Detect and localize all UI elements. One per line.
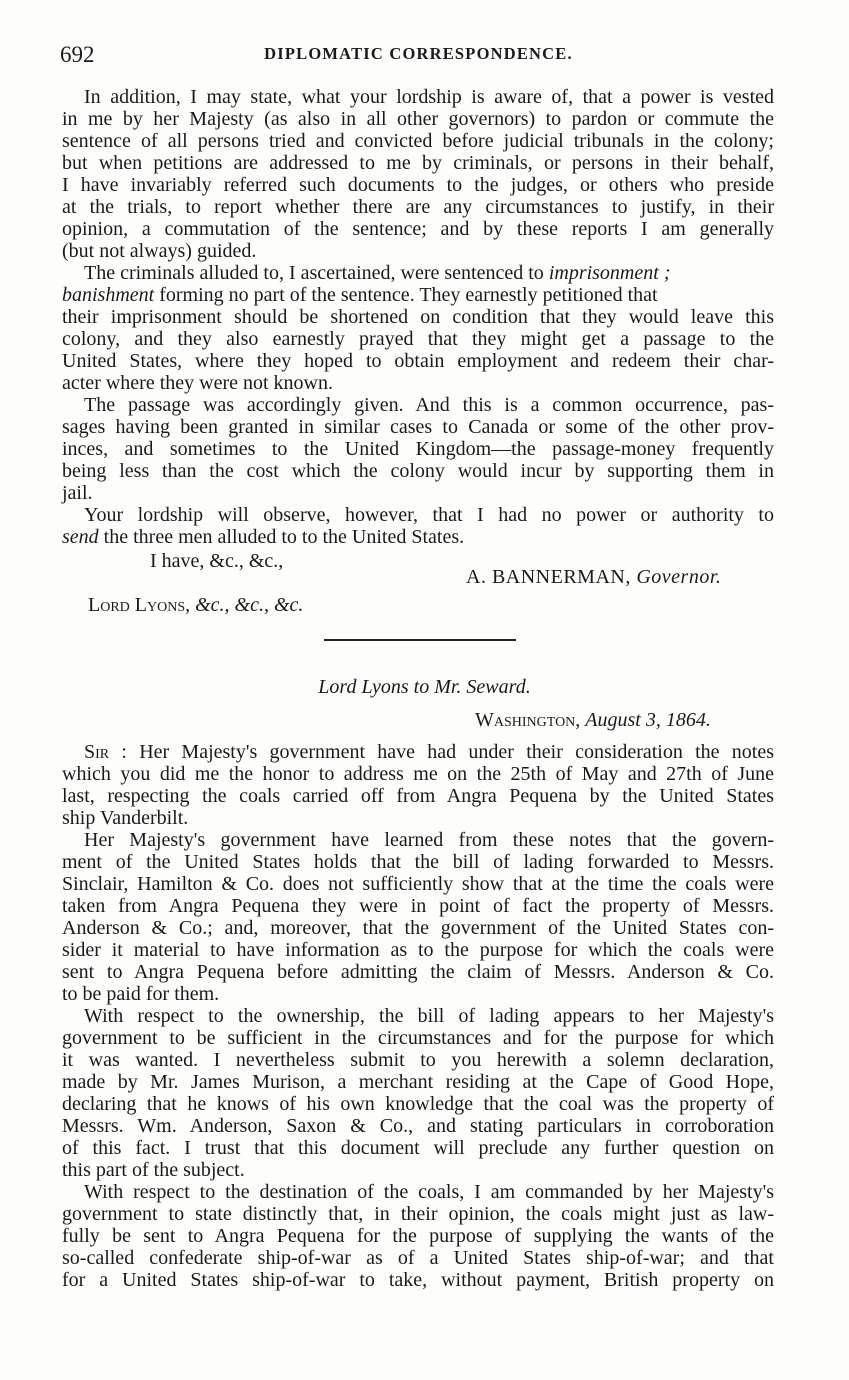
text-line: fully be sent to Angra Pequena for the purpose of supplying the wants of the — [62, 1225, 774, 1247]
text-line: last, respecting the coals carried off from Angra Pequena by the United States — [62, 785, 774, 807]
text-line: government to be sufficient in the circumstances and for the purpose for which — [62, 1027, 774, 1049]
text-line: acter where they were not known. — [62, 372, 333, 394]
text-line — [62, 526, 464, 548]
text-line: ship Vanderbilt. — [62, 807, 189, 829]
text-line — [62, 284, 658, 306]
text-line: In addition, I may state, what your lordship is aware of, that a power is vested — [84, 86, 774, 108]
text-line: Messrs. Wm. Anderson, Saxon & Co., and stating particulars in corroboration — [62, 1115, 774, 1137]
dateline-place: Washington, — [475, 709, 581, 731]
italic-segment: send — [62, 526, 99, 548]
text-line: declaring that he knows of his own knowledge that the coal was the property of — [62, 1093, 774, 1115]
text-line: Your lordship will observe, however, that I had no power or authority to — [84, 504, 774, 526]
page-number: 692 — [60, 42, 95, 67]
letter-dateline — [475, 709, 711, 731]
signature — [466, 566, 721, 588]
dateline-date: August 3, 1864. — [585, 709, 711, 731]
text-segment: the three men alluded to to the United States. — [103, 526, 465, 548]
text-line: government to state distinctly that, in their opinion, the coals might just as law- — [62, 1203, 774, 1225]
text-line: taken from Angra Pequena they were in point of fact the property of Messrs. — [62, 895, 774, 917]
text-line: but when petitions are addressed to me by criminals, or persons in their behalf, — [62, 152, 774, 174]
text-line: The passage was accordingly given. And this is a common occurrence, pas- — [84, 394, 774, 416]
text-line: it was wanted. I nevertheless submit to you herewith a solemn declaration, — [62, 1049, 774, 1071]
text-segment: Her Majesty's government have had under their consideration the notes — [139, 741, 775, 763]
text-line: opinion, a commutation of the sentence; and by these reports I am generally — [62, 218, 774, 240]
text-line: inces, and sometimes to the United Kingdom—the passage-money frequently — [62, 438, 774, 460]
text-line: sages having been granted in similar cases to Canada or some of the other prov- — [62, 416, 774, 438]
text-line — [84, 741, 774, 763]
addressee-etc: &c., &c., &c. — [195, 594, 304, 616]
italic-segment: banishment — [62, 284, 155, 306]
text-line: Anderson & Co.; and, moreover, that the government of the United States con- — [62, 917, 774, 939]
text-line: With respect to the ownership, the bill of lading appears to her Majesty's — [84, 1005, 774, 1027]
letter-heading: Lord Lyons to Mr. Seward. — [318, 676, 531, 698]
text-line: Sinclair, Hamilton & Co. does not sufficiently show that at the time the coals were — [62, 873, 774, 895]
text-line — [84, 262, 670, 284]
text-line: ment of the United States holds that the bill of lading forwarded to Messrs. — [62, 851, 774, 873]
italic-segment: imprisonment ; — [548, 262, 671, 284]
text-line: (but not always) guided. — [62, 240, 257, 262]
text-line: to be paid for them. — [62, 983, 220, 1005]
text-line: With respect to the destination of the coals, I am commanded by her Majesty's — [84, 1181, 774, 1203]
text-line: for a United States ship-of-war to take, without payment, British property on — [62, 1269, 774, 1291]
text-line: Her Majesty's government have learned from these notes that the govern- — [84, 829, 774, 851]
text-segment: forming no part of the sentence. They earnestly petitioned that — [159, 284, 658, 306]
text-line: sentence of all persons tried and convicted before judicial tribunals in the colony; — [62, 130, 774, 152]
text-line: jail. — [62, 482, 93, 504]
text-line: which you did me the honor to address me on the 25th of May and 27th of June — [62, 763, 774, 785]
addressee — [88, 594, 303, 616]
text-segment: The criminals alluded to, I ascertained, were sentenced to — [84, 262, 544, 284]
page-header — [60, 42, 777, 68]
text-line: being less than the cost which the colony would incur by supporting them in — [62, 460, 774, 482]
salutation: Sir : — [84, 741, 127, 763]
signature-name: A. BANNERMAN, — [466, 566, 631, 588]
text-line: their imprisonment should be shortened on condition that they would leave this — [62, 306, 774, 328]
text-line: colony, and they also earnestly prayed that they might get a passage to the — [62, 328, 774, 350]
text-line: I have invariably referred such documents to the judges, or others who preside — [62, 174, 774, 196]
text-line: in me by her Majesty (as also in all other governors) to pardon or commute the — [62, 108, 774, 130]
text-line: made by Mr. James Murison, a merchant residing at the Cape of Good Hope, — [62, 1071, 774, 1093]
text-line: of this fact. I trust that this document will preclude any further question on — [62, 1137, 774, 1159]
text-line: United States, where they hoped to obtain employment and redeem their char- — [62, 350, 774, 372]
text-line: this part of the subject. — [62, 1159, 245, 1181]
section-divider — [324, 639, 516, 641]
text-line: at the trials, to report whether there are any circumstances to justify, in their — [62, 196, 774, 218]
signature-title: Governor. — [636, 566, 722, 588]
text-line: sent to Angra Pequena before admitting the claim of Messrs. Anderson & Co. — [62, 961, 774, 983]
running-head: DIPLOMATIC CORRESPONDENCE. — [264, 44, 573, 63]
addressee-name: Lord Lyons, — [88, 594, 191, 616]
text-line: sider it material to have information as to the purpose for which the coals were — [62, 939, 774, 961]
closing: I have, &c., &c., — [150, 550, 284, 572]
text-line: so-called confederate ship-of-war as of a United States ship-of-war; and that — [62, 1247, 774, 1269]
